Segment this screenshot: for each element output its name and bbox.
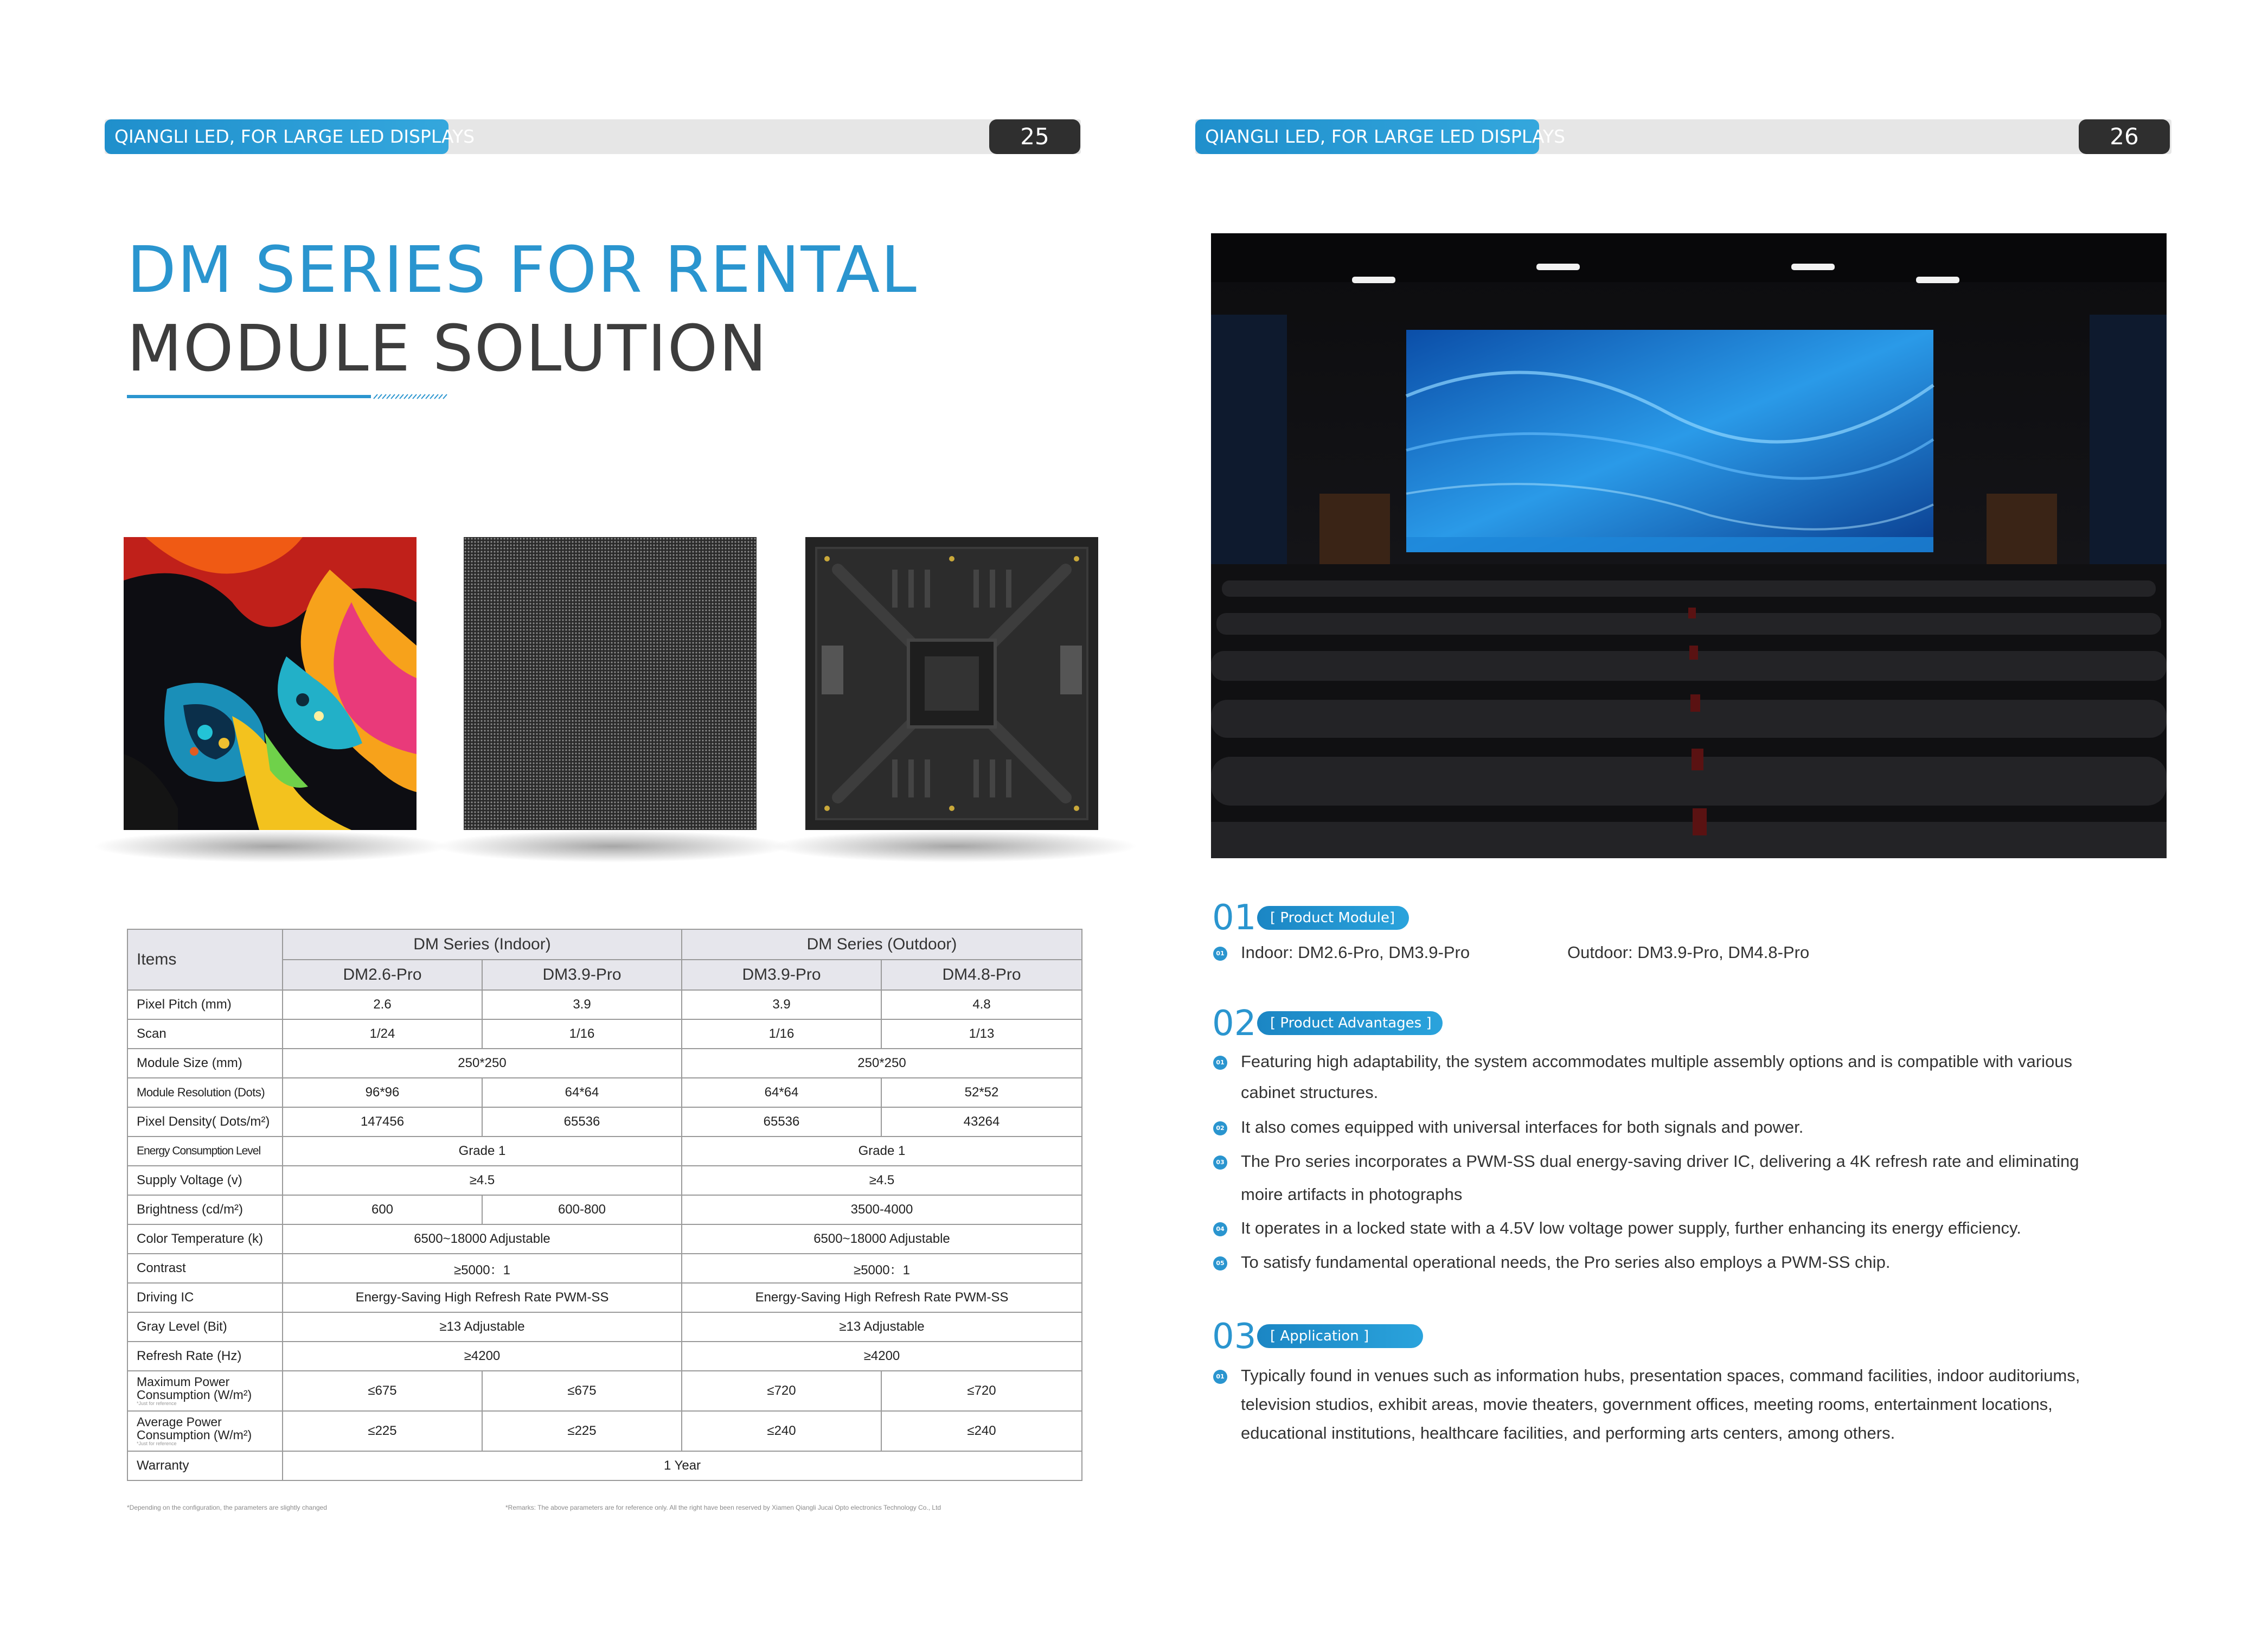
row-label: Contrast: [127, 1254, 283, 1283]
cell: 6500~18000 Adjustable: [283, 1224, 682, 1254]
cell: 600-800: [482, 1195, 682, 1224]
table-row: [127, 1371, 1082, 1411]
cell: 6500~18000 Adjustable: [682, 1224, 1082, 1254]
cinema-photo: [1211, 233, 2167, 858]
row-label: Pixel Density( Dots/m²): [127, 1107, 283, 1137]
row-label-line2: Consumption (W/m²): [137, 1388, 252, 1402]
model-header: DM3.9-Pro: [482, 960, 682, 990]
brand-tag-left: QIANGLI LED, FOR LARGE LED DISPLAYS: [105, 119, 449, 154]
row-label: Driving IC: [127, 1283, 283, 1312]
advantage-5-line1: To satisfy fundamental operational needs, the Pro series also employs a PWM-SS chip.: [1241, 1253, 1891, 1272]
section-03-label: [ Application ]: [1257, 1324, 1423, 1348]
section-03-number: 03: [1212, 1317, 1257, 1357]
row-label-line1: Maximum Power: [137, 1375, 230, 1389]
advantage-4-line1: It operates in a locked state with a 4.5V low voltage power supply, further enhancing its energy efficiency.: [1241, 1218, 2021, 1237]
cell: 250*250: [283, 1049, 682, 1078]
module-back-image: [805, 537, 1098, 830]
row-label: Color Temperature (k): [127, 1224, 283, 1254]
cell: 64*64: [482, 1078, 682, 1107]
row-label: [127, 1411, 283, 1451]
bullet-05: 05: [1213, 1256, 1227, 1271]
row-label-note: *Just for reference: [137, 1401, 177, 1407]
module-front-colorful-image: [124, 537, 417, 830]
table-row: [127, 1342, 1082, 1371]
table-row: [127, 1049, 1082, 1078]
cell: ≥4200: [682, 1342, 1082, 1371]
cell: Grade 1: [283, 1137, 682, 1166]
cell: 64*64: [682, 1078, 881, 1107]
table-row: [127, 1078, 1082, 1107]
module-shadow-3: [770, 830, 1139, 863]
table-row: [127, 1195, 1082, 1224]
bullet-01: 01: [1213, 1370, 1227, 1384]
cell: ≤225: [283, 1411, 482, 1451]
row-label-note: *Just for reference: [137, 1441, 177, 1447]
cell: ≥4.5: [682, 1166, 1082, 1195]
cell: ≤240: [881, 1411, 1082, 1451]
page-number-left: 25: [989, 119, 1080, 154]
cell: 1/13: [881, 1019, 1082, 1049]
table-row: [127, 1312, 1082, 1342]
row-label-line1: Average Power: [137, 1415, 222, 1429]
cell: ≤225: [482, 1411, 682, 1451]
cell: 43264: [881, 1107, 1082, 1137]
row-label: Refresh Rate (Hz): [127, 1342, 283, 1371]
footnote-left: *Depending on the configuration, the parameters are slightly changed: [127, 1504, 327, 1511]
row-label: Pixel Pitch (mm): [127, 990, 283, 1019]
advantage-3-line2: moire artifacts in photographs: [1241, 1185, 1463, 1204]
bullet-02: 02: [1213, 1121, 1227, 1135]
application-line2: television studios, exhibit areas, movie theaters, government offices, meeting rooms, entertainment locations,: [1241, 1395, 2053, 1414]
application-line1: Typically found in venues such as information hubs, presentation spaces, command facilities, indoor auditoriums,: [1241, 1366, 2080, 1385]
cell: ≤720: [881, 1371, 1082, 1411]
cell: 96*96: [283, 1078, 482, 1107]
cell: Energy-Saving High Refresh Rate PWM-SS: [283, 1283, 682, 1312]
bullet-01: 01: [1213, 1056, 1227, 1070]
row-label: Module Resolution (Dots): [127, 1078, 283, 1107]
table-row: [127, 1224, 1082, 1254]
row-label: Energy Consumption Level: [127, 1137, 283, 1166]
cell: 1/16: [482, 1019, 682, 1049]
row-label: Supply Voltage (v): [127, 1166, 283, 1195]
table-row: [127, 1166, 1082, 1195]
cell: Grade 1: [682, 1137, 1082, 1166]
cell: 65536: [682, 1107, 881, 1137]
spec-table: [127, 929, 1082, 1481]
cell: 1/24: [283, 1019, 482, 1049]
cell: 3.9: [682, 990, 881, 1019]
cell: 147456: [283, 1107, 482, 1137]
advantage-1-line1: Featuring high adaptability, the system accommodates multiple assembly options and is compatible with various: [1241, 1052, 2072, 1071]
cell: 3.9: [482, 990, 682, 1019]
cell: ≤720: [682, 1371, 881, 1411]
row-label: Gray Level (Bit): [127, 1312, 283, 1342]
row-label: Brightness (cd/m²): [127, 1195, 283, 1224]
advantage-1-line2: cabinet structures.: [1241, 1083, 1379, 1102]
section-02-number: 02: [1212, 1004, 1257, 1044]
section-01-label: [ Product Module]: [1257, 906, 1409, 930]
table-row: [127, 1107, 1082, 1137]
row-label: Module Size (mm): [127, 1049, 283, 1078]
cell: 1/16: [682, 1019, 881, 1049]
group-outdoor-header: DM Series (Outdoor): [682, 929, 1082, 960]
cell: ≥4200: [283, 1342, 682, 1371]
model-header: DM3.9-Pro: [682, 960, 881, 990]
table-row: [127, 1137, 1082, 1166]
cell: ≤675: [283, 1371, 482, 1411]
module-shadow-2: [434, 830, 792, 863]
cell: ≤240: [682, 1411, 881, 1451]
bullet-03: 03: [1213, 1155, 1227, 1170]
advantage-3-line1: The Pro series incorporates a PWM-SS dual energy-saving driver IC, delivering a 4K refresh rate and eliminating: [1241, 1152, 2079, 1171]
cell: ≥5000：1: [283, 1254, 682, 1283]
cell: ≤675: [482, 1371, 682, 1411]
page-number-right: 26: [2079, 119, 2170, 154]
advantage-2-line1: It also comes equipped with universal interfaces for both signals and power.: [1241, 1118, 1804, 1137]
title-underline: [127, 394, 452, 399]
group-indoor-header: DM Series (Indoor): [283, 929, 682, 960]
page-title-line2: MODULE SOLUTION: [127, 311, 768, 386]
row-label: Scan: [127, 1019, 283, 1049]
table-row: [127, 1254, 1082, 1283]
application-line3: educational institutions, healthcare facilities, and performing arts centers, among others.: [1241, 1423, 1895, 1442]
model-header: DM4.8-Pro: [881, 960, 1082, 990]
model-header: DM2.6-Pro: [283, 960, 482, 990]
cell: 2.6: [283, 990, 482, 1019]
module-shadow-1: [92, 830, 450, 863]
cell: 3500-4000: [682, 1195, 1082, 1224]
cell: 4.8: [881, 990, 1082, 1019]
items-header: Items: [127, 929, 283, 990]
section-02-label: [ Product Advantages ]: [1257, 1011, 1443, 1035]
module-front-led-grid-image: [464, 537, 757, 830]
table-row: [127, 1411, 1082, 1451]
cell: Energy-Saving High Refresh Rate PWM-SS: [682, 1283, 1082, 1312]
page-title-line1: DM SERIES FOR RENTAL: [127, 232, 918, 307]
section-01-indoor: Indoor: DM2.6-Pro, DM3.9-Pro: [1241, 943, 1470, 962]
section-01-outdoor: Outdoor: DM3.9-Pro, DM4.8-Pro: [1567, 943, 1810, 962]
cell: 1 Year: [283, 1451, 1082, 1480]
row-label: Warranty: [127, 1451, 283, 1480]
section-01-number: 01: [1212, 898, 1257, 938]
cell: ≥13 Adjustable: [283, 1312, 682, 1342]
cell: 600: [283, 1195, 482, 1224]
table-row: [127, 1283, 1082, 1312]
bullet-04: 04: [1213, 1222, 1227, 1236]
cell: ≥5000：1: [682, 1254, 1082, 1283]
cell: 250*250: [682, 1049, 1082, 1078]
bullet-01: 01: [1213, 947, 1227, 961]
table-row: [127, 990, 1082, 1019]
brand-tag-right: QIANGLI LED, FOR LARGE LED DISPLAYS: [1195, 119, 1539, 154]
cell: 65536: [482, 1107, 682, 1137]
row-label: [127, 1371, 283, 1411]
cell: ≥4.5: [283, 1166, 682, 1195]
cell: ≥13 Adjustable: [682, 1312, 1082, 1342]
table-row: [127, 1451, 1082, 1480]
cell: 52*52: [881, 1078, 1082, 1107]
table-row: [127, 1019, 1082, 1049]
footnote-right: *Remarks: The above parameters are for reference only. All the right have been reserved by Xiamen Qiangli Jucai Opto electronics Technology Co., Ltd: [505, 1504, 941, 1511]
row-label-line2: Consumption (W/m²): [137, 1428, 252, 1442]
